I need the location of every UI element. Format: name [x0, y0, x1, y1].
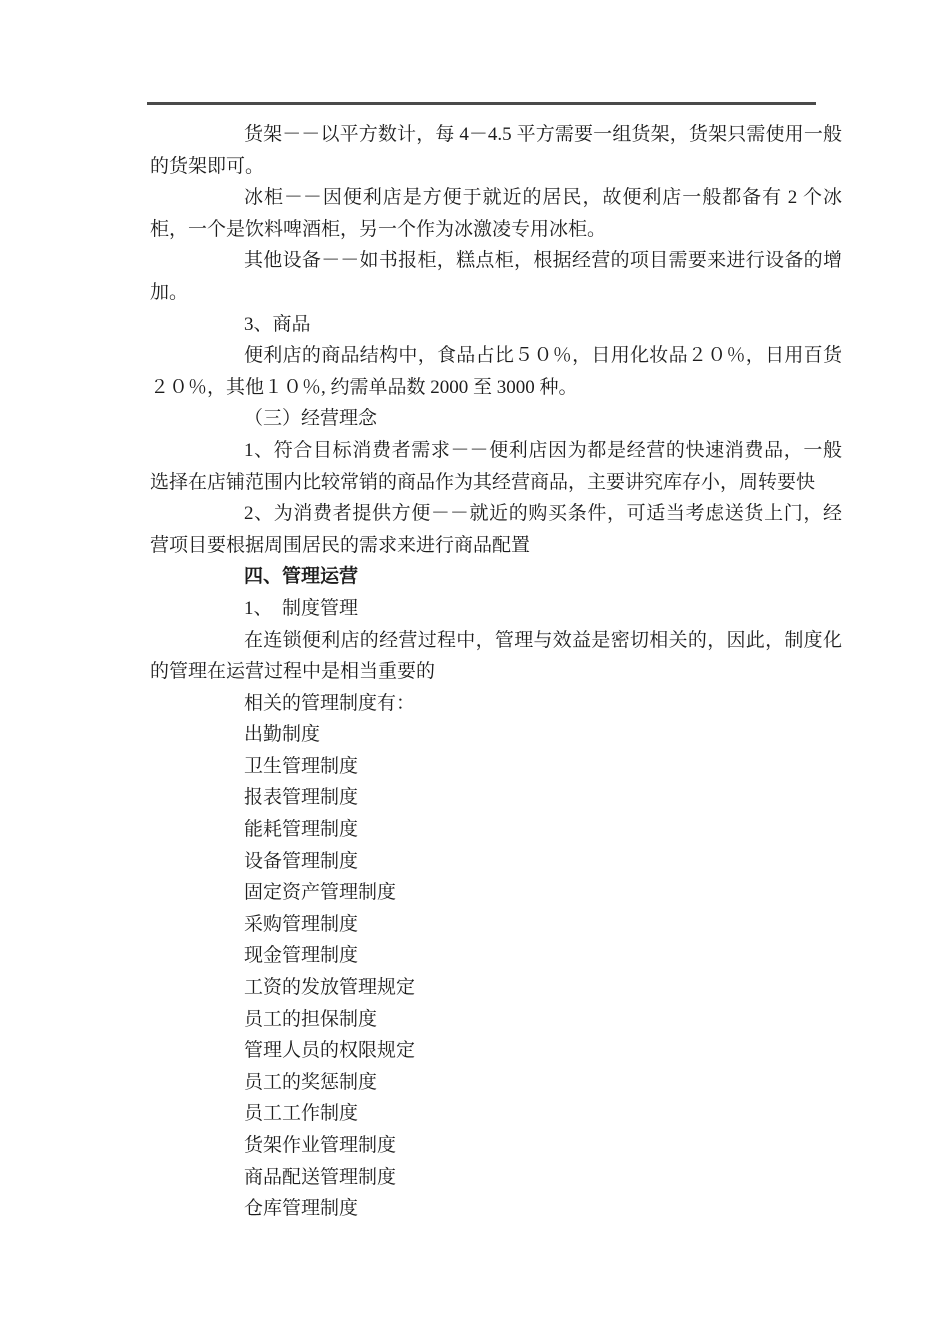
paragraph: 员工工作制度: [244, 1103, 359, 1125]
paragraph: 工资的发放管理规定: [244, 977, 416, 999]
paragraph: 1、 制度管理: [244, 597, 359, 619]
paragraph: 便利店的商品结构中，食品占比５０％，日用化妆品２０％，日用百货２０％，其他１０％, 约需单品数 2000 至 3000 种。: [150, 345, 842, 398]
document-content: [150, 119, 842, 1225]
paragraph: 能耗管理制度: [244, 819, 359, 841]
paragraph: 卫生管理制度: [244, 755, 359, 777]
paragraph: 员工的担保制度: [244, 1008, 378, 1030]
paragraph: 货架作业管理制度: [244, 1135, 397, 1156]
paragraph: 员工的奖惩制度: [244, 1071, 378, 1093]
header-rule: [147, 102, 816, 105]
paragraph: 采购管理制度: [244, 913, 359, 935]
paragraph: 其他设备－－如书报柜，糕点柜，根据经营的项目需要来进行设备的增加。: [150, 250, 842, 303]
paragraph: 现金管理制度: [244, 945, 359, 967]
section-heading: 四、管理运营: [244, 566, 359, 588]
paragraph: 冰柜－－因便利店是方便于就近的居民，故便利店一般都备有 2 个冰柜，一个是饮料啤酒柜，另一个作为冰激凌专用冰柜。: [150, 187, 842, 240]
paragraph: 报表管理制度: [244, 787, 359, 809]
paragraph: （三）经营理念: [244, 408, 378, 430]
paragraph: 3、商品: [244, 313, 311, 335]
paragraph: 货架－－以平方数计，每 4－4.5 平方需要一组货架，货架只需使用一般的货架即可。: [150, 124, 842, 177]
paragraph: 固定资产管理制度: [244, 882, 397, 904]
paragraph: 设备管理制度: [244, 850, 359, 872]
paragraph: 仓库管理制度: [244, 1198, 359, 1220]
paragraph: 相关的管理制度有：: [244, 692, 416, 714]
paragraph: 1、符合目标消费者需求－－便利店因为都是经营的快速消费品，一般选择在店铺范围内比较常销的商品作为其经营商品，主要讲究库存小，周转要快: [150, 439, 842, 493]
paragraph: 在连锁便利店的经营过程中，管理与效益是密切相关的，因此，制度化的管理在运营过程中是相当重要的: [150, 629, 842, 683]
paragraph: 商品配送管理制度: [244, 1166, 397, 1188]
paragraph: 管理人员的权限规定: [244, 1040, 416, 1062]
paragraph: 2、为消费者提供方便－－就近的购买条件，可适当考虑送货上门，经营项目要根据周围居民的需求来进行商品配置: [150, 503, 842, 556]
paragraph: 出勤制度: [244, 724, 321, 746]
